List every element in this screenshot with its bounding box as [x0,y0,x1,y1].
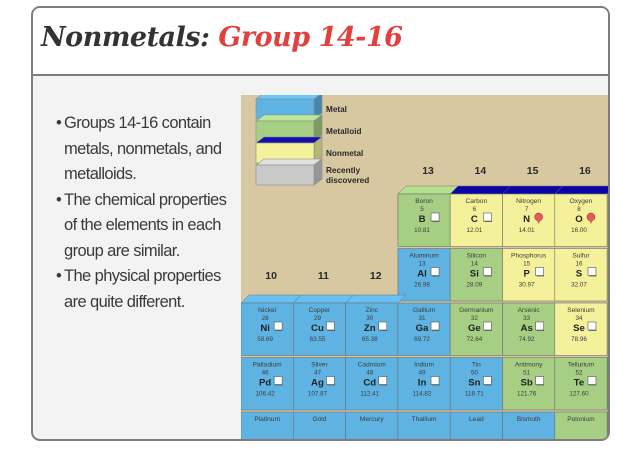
element-symbol: Cu [311,323,324,334]
element-name: Platinum [254,416,280,423]
element-cell [503,249,555,302]
element-symbol: Zn [363,323,376,334]
element-symbol: As [520,323,533,334]
element-cell [293,412,345,441]
atomic-number: 31 [418,315,426,322]
element-cell [555,295,610,356]
element-cell [398,186,458,247]
element-symbol: Ag [311,377,324,389]
legend-swatch [256,165,314,185]
group-label: 13 [422,165,434,177]
atomic-number: 34 [575,315,583,322]
cell-top-face [555,186,610,194]
element-name: Palladium [252,361,282,369]
element-symbol: Sn [468,377,481,389]
atomic-mass: 58.69 [257,336,274,343]
atomic-mass: 72.64 [466,336,483,343]
atomic-mass: 74.92 [518,336,535,343]
group-label: 14 [474,165,487,177]
element-name: Bismuth [516,416,541,423]
solid-state-icon [588,268,596,276]
bullet-item [56,111,241,188]
element-name: Oxygen [569,198,593,205]
atomic-number: 32 [470,315,478,322]
atomic-mass: 28.09 [466,281,483,289]
atomic-mass: 30.97 [518,281,535,289]
element-symbol: In [417,377,427,389]
bullet-marker: • [56,267,62,285]
atomic-mass: 32.07 [571,281,587,289]
bullet-text: The physical properties are quite different. [64,267,221,311]
element-name: Polonium [567,416,595,423]
legend-swatch-top [256,159,322,165]
cell-top-face [398,186,458,194]
atomic-number: 28 [261,315,269,322]
solid-state-icon [431,322,439,330]
atomic-number: 30 [366,315,374,322]
legend-swatch-top [256,137,322,143]
solid-state-icon [588,322,596,330]
element-cell [241,295,301,356]
element-cell [503,358,555,411]
bullet-list [56,111,241,315]
element-name: Silicon [466,252,487,260]
element-cell [503,186,563,247]
element-cell [346,358,398,411]
element-cell [293,295,353,356]
element-cell [241,358,293,411]
atomic-mass: 106.42 [255,390,275,398]
legend-label: Metalloid [326,127,362,136]
element-symbol: P [523,268,530,280]
legend-swatch-top [256,115,322,121]
element-symbol: C [470,214,478,225]
element-symbol: Ge [467,323,481,334]
element-cell [398,358,450,411]
bullet-text: The chemical properties of the elements in each group are similar. [64,190,227,260]
element-name: Nickel [258,307,277,314]
solid-state-icon [536,268,544,276]
atomic-mass: 65.38 [361,336,378,343]
element-name: Arsenic [517,307,540,314]
solid-state-icon [431,268,439,276]
solid-state-icon [431,213,439,221]
legend-label: Nonmetal [326,149,364,158]
atomic-number: 47 [313,369,321,377]
solid-state-icon [274,377,282,385]
element-name: Gallium [412,307,436,314]
element-name: Sulfur [572,252,590,260]
bullet-marker: • [56,114,62,132]
element-symbol: Cd [363,377,377,389]
element-symbol: Ga [415,323,429,334]
atomic-mass: 112.41 [360,390,380,398]
solid-state-icon [588,377,596,385]
element-name: Tin [471,361,481,369]
atomic-number: 15 [523,260,531,268]
element-cell [398,249,450,302]
element-name: Indium [414,361,434,369]
element-cell [503,303,555,356]
legend-label: Metal [326,105,347,114]
element-name: Germanium [459,307,494,314]
element-name: Selenium [567,307,595,314]
element-symbol: Ni [260,323,270,334]
element-name: Phosphorus [511,252,547,260]
element-name: Lead [469,416,484,423]
atomic-number: 29 [313,315,321,322]
element-name: Mercury [359,416,384,423]
group-label: 15 [526,165,539,177]
element-cell [241,412,293,441]
solid-state-icon [536,322,544,330]
element-cell [450,303,502,356]
periodic-table-excerpt [241,95,610,441]
solid-state-icon [379,322,387,330]
element-cell [450,358,502,411]
element-name: Thallium [411,416,437,423]
cell-top-face [293,295,353,303]
cell-top-face [503,186,563,194]
element-cell [450,412,502,441]
atomic-mass: 121.76 [517,390,537,398]
element-name: Zinc [365,307,378,314]
atomic-mass: 12.01 [466,227,483,234]
group-label: 12 [369,270,382,282]
bullet-item [56,264,241,315]
element-name: Silver [311,361,328,369]
element-name: Carbon [465,198,488,205]
element-symbol: Te [573,377,585,389]
element-symbol: S [575,268,583,280]
atomic-number: 14 [470,260,478,268]
element-symbol: N [523,214,531,225]
element-name: Nitrogen [516,198,542,205]
atomic-number: 13 [418,260,426,268]
element-symbol: Pd [259,377,272,389]
element-name: Antimony [514,361,543,369]
atomic-number: 46 [261,369,269,377]
element-name: Cadmium [357,361,386,369]
solid-state-icon [431,377,439,385]
atomic-number: 33 [523,315,531,322]
atomic-number: 50 [470,369,478,377]
solid-state-icon [274,322,282,330]
atomic-mass: 63.55 [309,336,326,343]
atomic-number: 7 [524,206,529,213]
atomic-number: 49 [418,369,426,377]
element-symbol: B [418,214,426,225]
element-cell [398,412,450,441]
gas-state-icon [535,213,543,221]
atomic-number: 6 [472,206,477,213]
title-bar [33,8,608,76]
group-label: 11 [317,270,330,282]
cell-side-face [607,350,610,411]
atomic-mass: 118.71 [464,390,484,398]
atomic-mass: 16.00 [571,227,587,234]
legend-label: Recently discovered [326,166,370,185]
atomic-number: 5 [420,206,424,213]
solid-state-icon [483,213,491,221]
element-cell [398,303,450,356]
atomic-mass: 69.72 [414,336,430,343]
element-symbol: Si [469,268,479,280]
element-cell [450,186,510,247]
solid-state-icon [326,377,334,385]
solid-state-icon [326,322,334,330]
atomic-mass: 114.82 [412,390,432,398]
title-part-group: Group 14-16 [218,22,403,53]
solid-state-icon [379,377,387,385]
atomic-number: 48 [366,369,374,377]
element-name: Boron [415,198,433,205]
solid-state-icon [483,268,491,276]
element-cell [555,241,610,302]
atomic-mass: 107.87 [307,390,328,398]
cell-side-face [607,186,610,247]
element-cell [293,358,345,411]
atomic-number: 16 [575,260,583,268]
cell-top-face [450,186,510,194]
group-label: 10 [265,270,277,282]
element-symbol: Al [417,268,427,280]
cell-top-face [241,295,301,303]
gas-state-icon [587,213,595,221]
element-symbol: Sb [520,377,533,389]
atomic-number: 52 [575,369,583,377]
legend-swatch-top [256,95,322,99]
element-cell [346,295,406,356]
atomic-mass: 127.60 [569,390,589,398]
element-name: Gold [312,416,327,423]
element-cell [346,412,398,441]
element-cell [555,350,610,411]
solid-state-icon [536,377,544,385]
atomic-mass: 26.98 [414,281,430,289]
atomic-mass: 14.01 [518,227,535,234]
atomic-mass: 78.96 [571,336,587,343]
cell-side-face [607,241,610,302]
element-cell [503,412,555,441]
title-part-nonmetals: Nonmetals: [41,22,210,53]
element-symbol: Se [573,323,585,334]
atomic-number: 51 [523,369,531,377]
atomic-mass: 10.81 [414,227,430,234]
slide-frame [31,6,610,441]
solid-state-icon [483,322,491,330]
cell-top-face [346,295,406,303]
atomic-number: 8 [577,206,581,213]
bullet-marker: • [56,190,62,209]
element-name: Copper [308,307,331,314]
group-label: 16 [579,165,591,177]
element-name: Tellurium [567,361,595,369]
element-cell [450,249,502,302]
bullet-text: Groups 14-16 contain metals, nonmetals, and metalloids. [64,114,222,183]
solid-state-icon [483,377,491,385]
bullet-item [56,188,241,265]
element-cell [555,186,610,247]
cell-side-face [607,295,610,356]
element-symbol: O [575,214,583,225]
element-name: Aluminum [409,252,439,260]
slide-title [41,22,402,53]
